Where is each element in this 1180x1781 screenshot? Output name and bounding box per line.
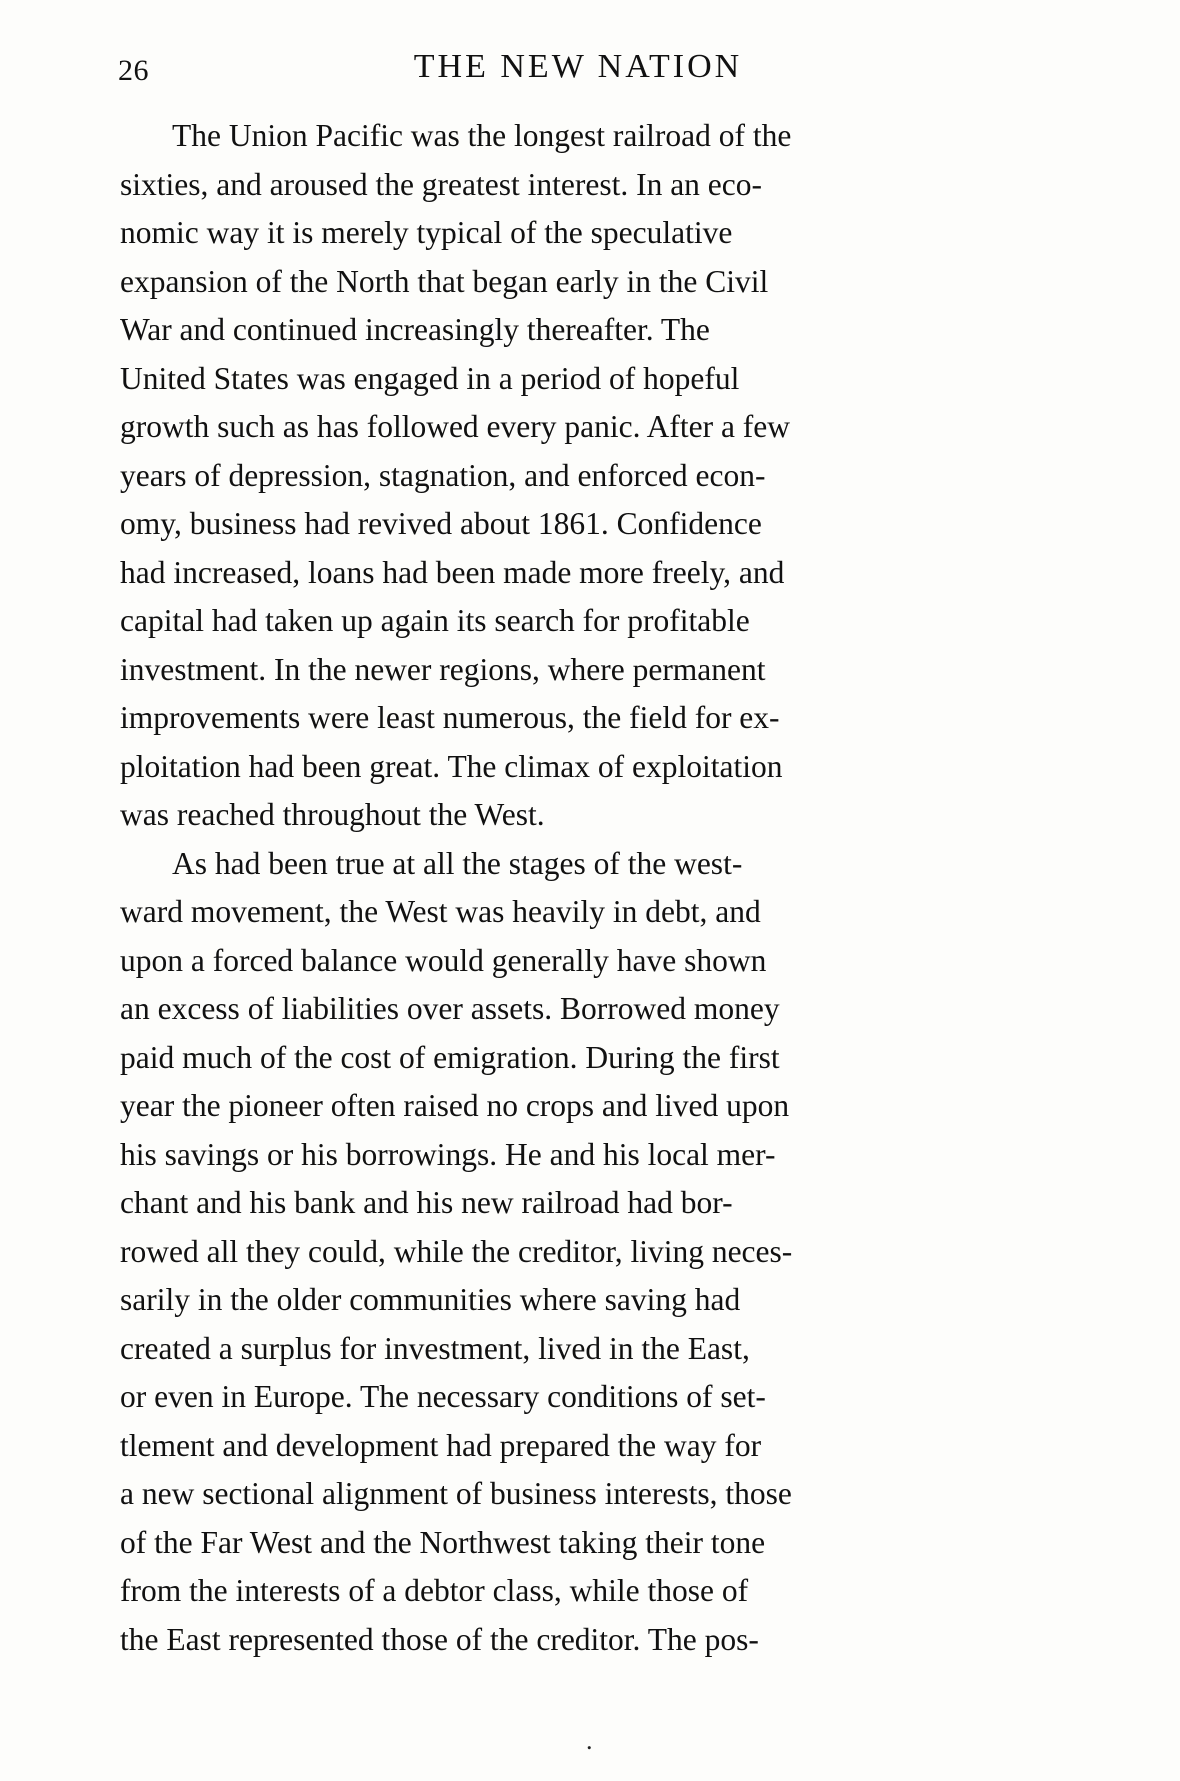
paragraph-2 (120, 840, 990, 1665)
text-line: tlement and development had prepared the way for (120, 1427, 762, 1463)
page-number: 26 (118, 54, 149, 87)
text-line: or even in Europe. The necessary conditions of set- (120, 1379, 766, 1414)
text-line: the East represented those of the creditor. The pos- (120, 1621, 759, 1657)
text-line: The Union Pacific was the longest railroad of the (172, 118, 792, 153)
text-line: was reached throughout the West. (120, 797, 545, 832)
text-line: sarily in the older communities where saving had (120, 1282, 741, 1317)
text-line: his savings or his borrowings. He and his local mer- (120, 1136, 776, 1172)
text-line: years of depression, stagnation, and enforced econ- (120, 457, 766, 493)
text-line: omy, business had revived about 1861. Confidence (120, 506, 762, 541)
text-line: sixties, and aroused the greatest interest. In an eco- (120, 166, 763, 202)
text-line: rowed all they could, while the creditor, living neces- (120, 1233, 793, 1269)
text-line: nomic way it is merely typical of the speculative (120, 215, 733, 250)
text-line: War and continued increasingly thereafter. The (120, 312, 710, 347)
footer-mark: . (586, 1726, 593, 1755)
text-line: improvements were least numerous, the field for ex- (120, 700, 780, 735)
text-line: investment. In the newer regions, where permanent (120, 651, 766, 687)
text-line: expansion of the North that began early in the Civil (120, 263, 769, 299)
text-line: ploitation had been great. The climax of exploitation (120, 748, 783, 784)
text-line: capital had taken up again its search for profitable (120, 603, 750, 638)
paragraph-1 (120, 112, 990, 840)
text-line: upon a forced balance would generally have shown (120, 942, 767, 978)
text-line: from the interests of a debtor class, while those of (120, 1573, 749, 1608)
text-line: had increased, loans had been made more freely, and (120, 554, 785, 590)
text-line: a new sectional alignment of business interests, those (120, 1476, 792, 1511)
text-line: created a surplus for investment, lived in the East, (120, 1330, 750, 1366)
text-line: As had been true at all the stages of the west- (172, 845, 743, 881)
text-line: ward movement, the West was heavily in debt, and (120, 894, 761, 929)
text-line: of the Far West and the Northwest taking their tone (120, 1524, 766, 1560)
body-text (120, 112, 990, 1664)
text-line: chant and his bank and his new railroad had bor- (120, 1185, 733, 1220)
text-line: an excess of liabilities over assets. Borrowed money (120, 991, 780, 1026)
text-line: growth such as has followed every panic. After a few (120, 409, 791, 444)
text-line: United States was engaged in a period of hopeful (120, 360, 740, 396)
text-line: year the pioneer often raised no crops and lived upon (120, 1088, 790, 1123)
text-line: paid much of the cost of emigration. During the first (120, 1039, 780, 1075)
running-title: THE NEW NATION (413, 48, 743, 85)
page-header (118, 48, 998, 94)
